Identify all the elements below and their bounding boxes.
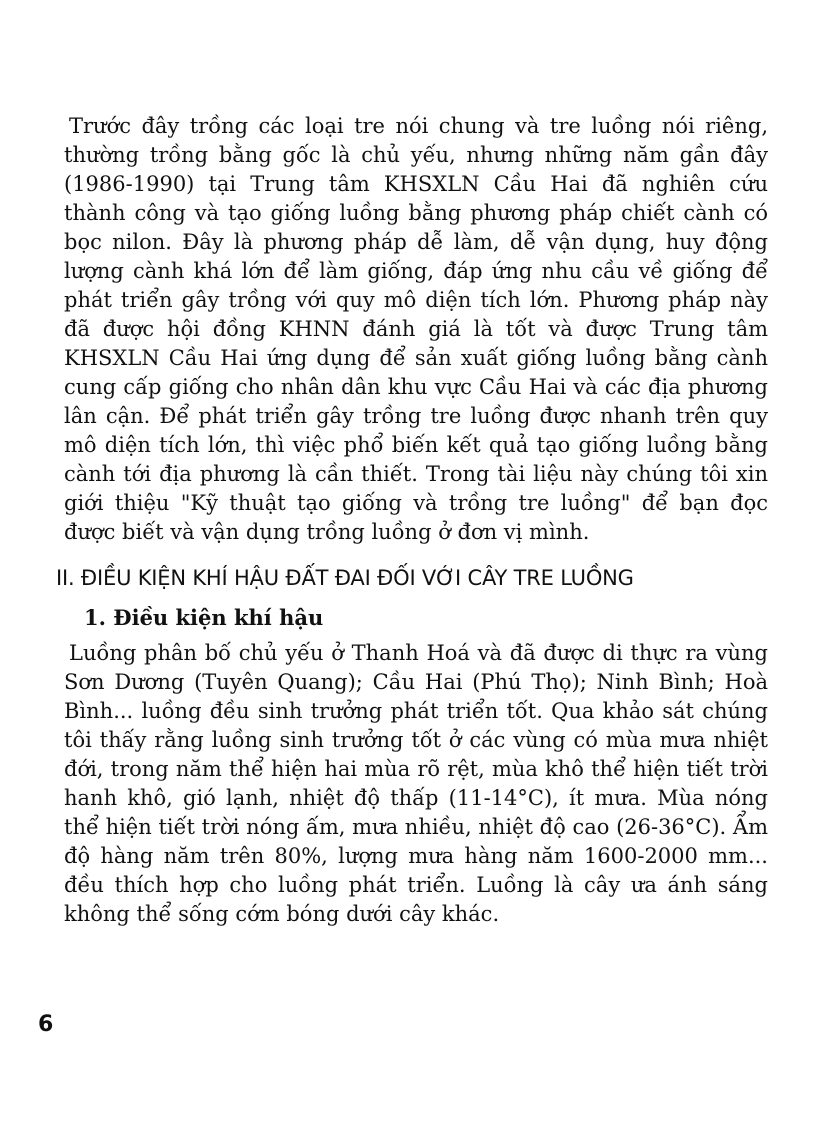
section-heading: II. ĐIỀU KIỆN KHÍ HẬU ĐẤT ĐAI ĐỐI VỚI CÂY TRE LUỒNG — [56, 566, 634, 590]
subsection-heading: 1. Điều kiện khí hậu — [84, 605, 324, 630]
page-content — [56, 112, 768, 929]
climate-paragraph: Luồng phân bố chủ yếu ở Thanh Hoá và đã được di thực ra vùng Sơn Dương (Tuyên Quang); Cầu Hai (Phú Thọ); Ninh Bình; Hoà Bình... luồng đều sinh trưởng phát triển tốt. Qua khảo sát chúng tôi thấy rằng luồng sinh trưởng tốt ở các vùng có mùa mưa nhiệt đới, trong năm thể hiện hai mùa rõ rệt, mùa khô thể hiện tiết trời hanh khô, gió lạnh, nhiệt độ thấp (11-14°C), ít mưa. Mùa nóng thể hiện tiết trời nóng ấm, mưa nhiều, nhiệt độ cao (26-36°C). Ẩm độ hàng năm trên 80%, lượng mưa hàng năm 1600-2000 mm... đều thích hợp cho luồng phát triển. Luồng là cây ưa ánh sáng không thể sống cớm bóng dưới cây khác. — [64, 641, 768, 926]
page-number: 6 — [38, 1012, 54, 1037]
intro-paragraph: Trước đây trồng các loại tre nói chung và tre luồng nói riêng, thường trồng bằng gốc là chủ yếu, nhưng những năm gần đây (1986-1990) tại Trung tâm KHSXLN Cầu Hai đã nghiên cứu thành công và tạo giống luồng bằng phương pháp chiết cành có bọc nilon. Đây là phương pháp dễ làm, dễ vận dụng, huy động lượng cành khá lớn để làm giống, đáp ứng nhu cầu về giống để phát triển gây trồng với quy mô diện tích lớn. Phương pháp này đã được hội đồng KHNN đánh giá là tốt và được Trung tâm KHSXLN Cầu Hai ứng dụng để sản xuất giống luồng bằng cành cung cấp giống cho nhân dân khu vực Cầu Hai và các địa phương lân cận. Để phát triển gây trồng tre luồng được nhanh trên quy mô diện tích lớn, thì việc phổ biến kết quả tạo giống luồng bằng cành tới địa phương là cần thiết. Trong tài liệu này chúng tôi xin giới thiệu "Kỹ thuật tạo giống và trồng tre luồng" để bạn đọc được biết và vận dụng trồng luồng ở đơn vị mình. — [64, 114, 768, 544]
